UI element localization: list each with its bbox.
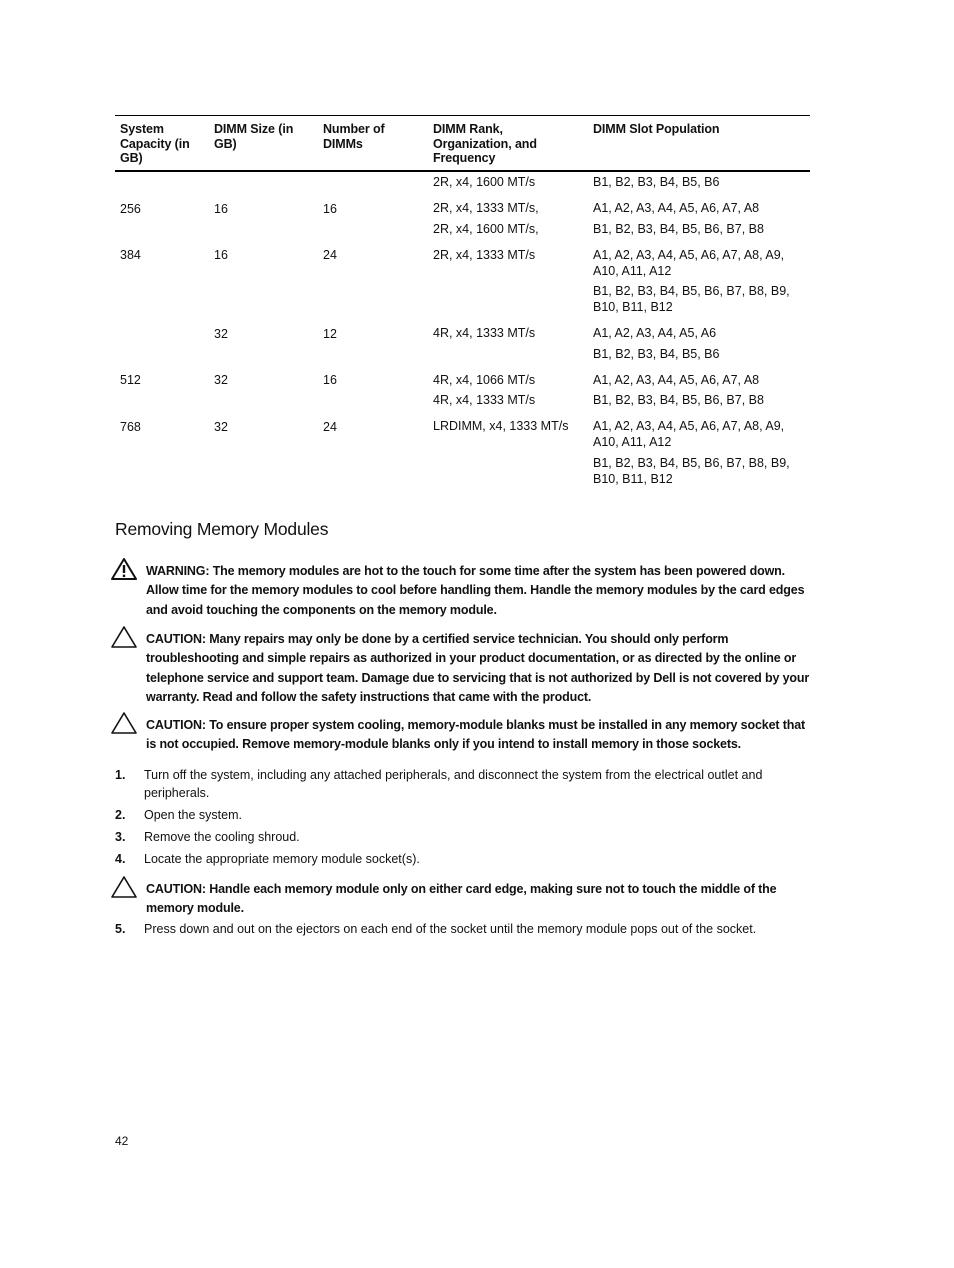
cell-slots: B1, B2, B3, B4, B5, B6, B7, B8, B9, B10, B11, B12 <box>593 284 790 314</box>
cell-slots: B1, B2, B3, B4, B5, B6, B7, B8 <box>593 222 764 236</box>
step-text: Turn off the system, including any attached peripherals, and disconnect the system from the electrical outlet and peripherals. <box>144 768 763 800</box>
section-title: Removing Memory Modules <box>115 519 329 539</box>
cell-slots: A1, A2, A3, A4, A5, A6, A7, A8 <box>593 373 760 387</box>
cell-slots: A1, A2, A3, A4, A5, A6, A7, A8 <box>593 201 760 215</box>
caution-text: CAUTION: To ensure proper system cooling, memory-module blanks must be installed in any memory socket that is not occupied. Remove memory-module blanks only if you intend to install memory in those sockets. <box>146 718 806 752</box>
cell-capacity: 768 <box>120 420 141 434</box>
cell-slots: B1, B2, B3, B4, B5, B6 <box>593 347 720 361</box>
cell-rank: 4R, x4, 1333 MT/s <box>433 326 536 340</box>
caution-icon <box>110 711 138 735</box>
cell-slots: A1, A2, A3, A4, A5, A6 <box>593 326 717 340</box>
cell-rank: 2R, x4, 1600 MT/s, <box>433 222 539 236</box>
cell-slots: A1, A2, A3, A4, A5, A6, A7, A8, A9, A10, A11, A12 <box>593 419 785 449</box>
cell-capacity: 256 <box>120 202 141 216</box>
cell-capacity: 512 <box>120 373 141 387</box>
header-dimm-size: DIMM Size (in GB) <box>214 122 294 151</box>
cell-slots: B1, B2, B3, B4, B5, B6, B7, B8 <box>593 393 764 407</box>
cell-size: 16 <box>214 202 228 216</box>
dimm-population-table <box>115 115 810 486</box>
header-dimm-rank: DIMM Rank, Organization, and Frequency <box>433 122 537 165</box>
cell-count: 16 <box>323 373 337 387</box>
warning-text: WARNING: The memory modules are hot to the touch for some time after the system has been powered down. Allow time for the memory modules to cool before handling them. Handle the memory modules by the card edges and avoid touching the components on the memory module. <box>146 564 805 617</box>
cell-count: 16 <box>323 202 337 216</box>
step-number: 5. <box>115 922 126 936</box>
step-text: Press down and out on the ejectors on each end of the socket until the memory module pops out of the socket. <box>144 922 757 936</box>
caution-icon <box>110 875 138 899</box>
cell-count: 12 <box>323 327 337 341</box>
cell-size: 32 <box>214 420 228 434</box>
step-text: Locate the appropriate memory module socket(s). <box>144 852 420 866</box>
cell-count: 24 <box>323 420 337 434</box>
step-number: 3. <box>115 830 126 844</box>
header-system-capacity: System Capacity (in GB) <box>120 122 190 165</box>
warning-icon <box>110 557 138 581</box>
cell-rank: 4R, x4, 1333 MT/s <box>433 393 536 407</box>
cell-rank: 2R, x4, 1333 MT/s, <box>433 201 539 215</box>
cell-slots: A1, A2, A3, A4, A5, A6, A7, A8, A9, A10, A11, A12 <box>593 248 785 278</box>
cell-rank: 2R, x4, 1600 MT/s <box>433 175 536 189</box>
cell-size: 32 <box>214 327 228 341</box>
step-text: Remove the cooling shroud. <box>144 830 300 844</box>
caution-text: CAUTION: Handle each memory module only on either card edge, making sure not to touch the middle of the memory module. <box>146 882 777 916</box>
page-number: 42 <box>115 1134 129 1148</box>
cell-count: 24 <box>323 248 337 262</box>
step-number: 1. <box>115 768 126 782</box>
cell-size: 16 <box>214 248 228 262</box>
cell-rank: LRDIMM, x4, 1333 MT/s <box>433 419 569 433</box>
step-number: 2. <box>115 808 126 822</box>
table-header <box>115 115 810 172</box>
header-number-of-dimms: Number of DIMMs <box>323 122 385 151</box>
cell-size: 32 <box>214 373 228 387</box>
caution-icon <box>110 625 138 649</box>
cell-rank: 2R, x4, 1333 MT/s <box>433 248 536 262</box>
step-number: 4. <box>115 852 126 866</box>
header-slot-population: DIMM Slot Population <box>593 122 720 136</box>
cell-capacity: 384 <box>120 248 141 262</box>
cell-rank: 4R, x4, 1066 MT/s <box>433 373 536 387</box>
step-text: Open the system. <box>144 808 242 822</box>
caution-text: CAUTION: Many repairs may only be done by a certified service technician. You should only perform troubleshooting and simple repairs as authorized in your product documentation, or as directed by the online or telephone service and support team. Damage due to servicing that is not authorized by Dell is not covered by your warranty. Read and follow the safety instructions that came with the product. <box>146 632 810 704</box>
cell-slots: B1, B2, B3, B4, B5, B6, B7, B8, B9, B10, B11, B12 <box>593 456 790 486</box>
cell-slots: B1, B2, B3, B4, B5, B6 <box>593 175 720 189</box>
